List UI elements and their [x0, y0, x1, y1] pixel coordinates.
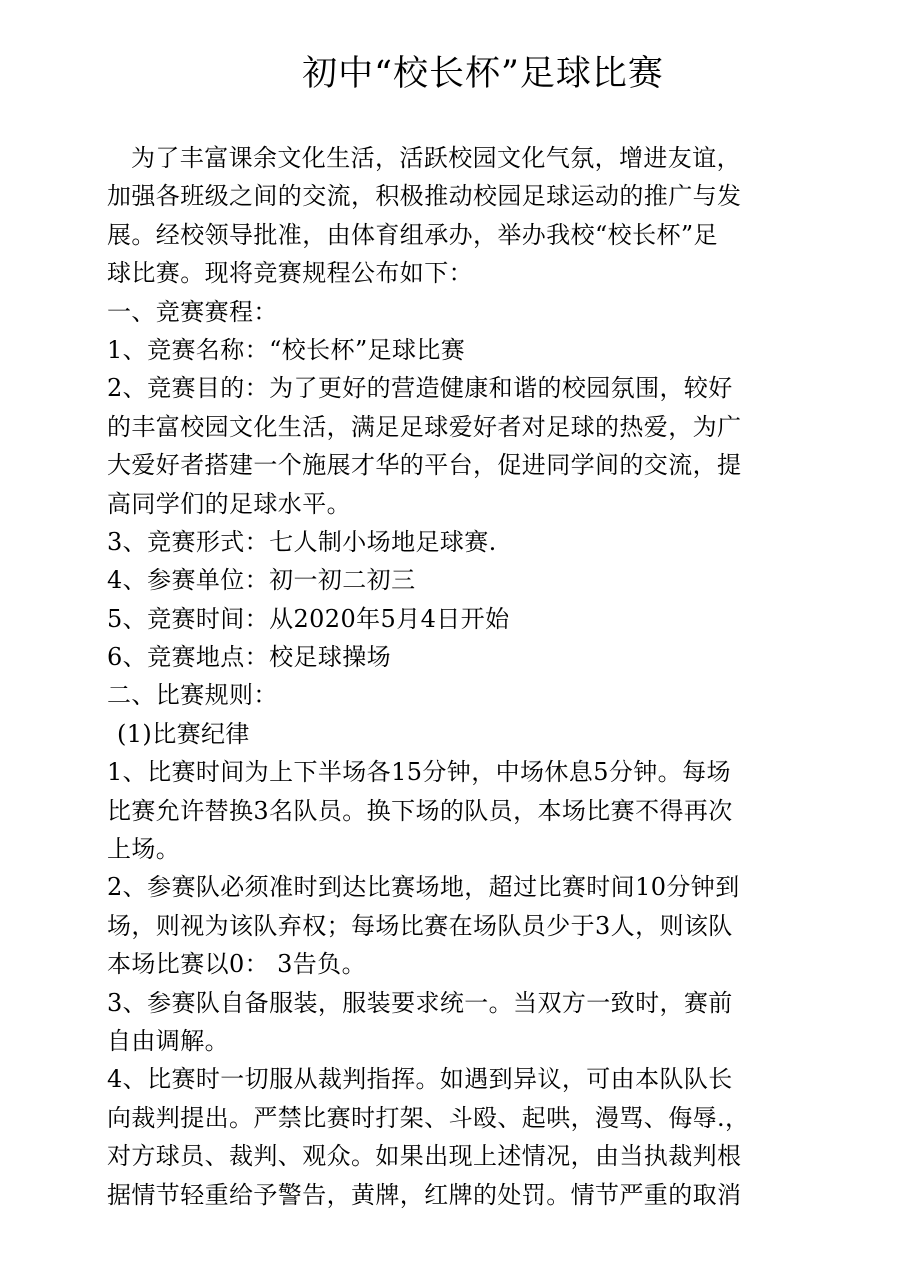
- list-item: 5、竞赛时间：从2020年5月4日开始: [107, 604, 510, 633]
- list-item-continuation: 本场比赛以0： 3告负。: [107, 950, 366, 979]
- list-item: 6、竞赛地点：校足球操场: [107, 643, 392, 672]
- list-item: 4、比赛时一切服从裁判指挥。如遇到异议，可由本队队长: [107, 1065, 733, 1094]
- list-item-continuation: 据情节轻重给予警告，黄牌，红牌的处罚。情节严重的取消: [107, 1180, 742, 1209]
- section-heading: 一、竞赛赛程：: [107, 297, 278, 326]
- list-item-continuation: 大爱好者搭建一个施展才华的平台，促进同学间的交流，提: [107, 451, 742, 480]
- document-title: 初中“校长杯”足球比赛: [302, 54, 664, 94]
- list-item: 4、参赛单位：初一初二初三: [107, 566, 416, 595]
- list-item: 2、参赛队必须准时到达比赛场地，超过比赛时间10分钟到: [107, 873, 740, 902]
- list-item: 3、参赛队自备服装，服装要求统一。当双方一致时，赛前: [107, 988, 733, 1017]
- list-item-continuation: 比赛允许替换3名队员。换下场的队员，本场比赛不得再次: [107, 796, 733, 825]
- paragraph-line: 展。经校领导批准，由体育组承办，举办我校“校长杯”足: [107, 220, 718, 249]
- list-item-continuation: 向裁判提出。严禁比赛时打架、斗殴、起哄，漫骂、侮辱.，: [107, 1103, 750, 1132]
- list-item: 1、竞赛名称：“校长杯”足球比赛: [107, 335, 466, 364]
- list-item-continuation: 高同学们的足球水平。: [107, 489, 351, 518]
- subsection-heading: (1)比赛纪律: [117, 719, 250, 748]
- list-item: 2、竞赛目的：为了更好的营造健康和谐的校园氛围，较好: [107, 374, 733, 403]
- list-item-continuation: 的丰富校园文化生活，满足足球爱好者对足球的热爱，为广: [107, 412, 742, 441]
- paragraph-line: 球比赛。现将竞赛规程公布如下：: [107, 259, 473, 288]
- paragraph-line: 加强各班级之间的交流，积极推动校园足球运动的推广与发: [107, 182, 742, 211]
- list-item-continuation: 上场。: [107, 835, 181, 864]
- list-item-continuation: 对方球员、裁判、观众。如果出现上述情况，由当执裁判根: [107, 1142, 742, 1171]
- list-item: 1、比赛时间为上下半场各15分钟，中场休息5分钟。每场: [107, 758, 731, 787]
- list-item-continuation: 自由调解。: [107, 1026, 229, 1055]
- section-heading: 二、比赛规则：: [107, 681, 278, 710]
- document-body: [107, 139, 797, 1214]
- list-item-continuation: 场，则视为该队弃权；每场比赛在场队员少于3人，则该队: [107, 911, 733, 940]
- list-item: 3、竞赛形式：七人制小场地足球赛.: [107, 527, 497, 556]
- paragraph-line: 为了丰富课余文化生活，活跃校园文化气氛，增进友谊，: [131, 144, 741, 172]
